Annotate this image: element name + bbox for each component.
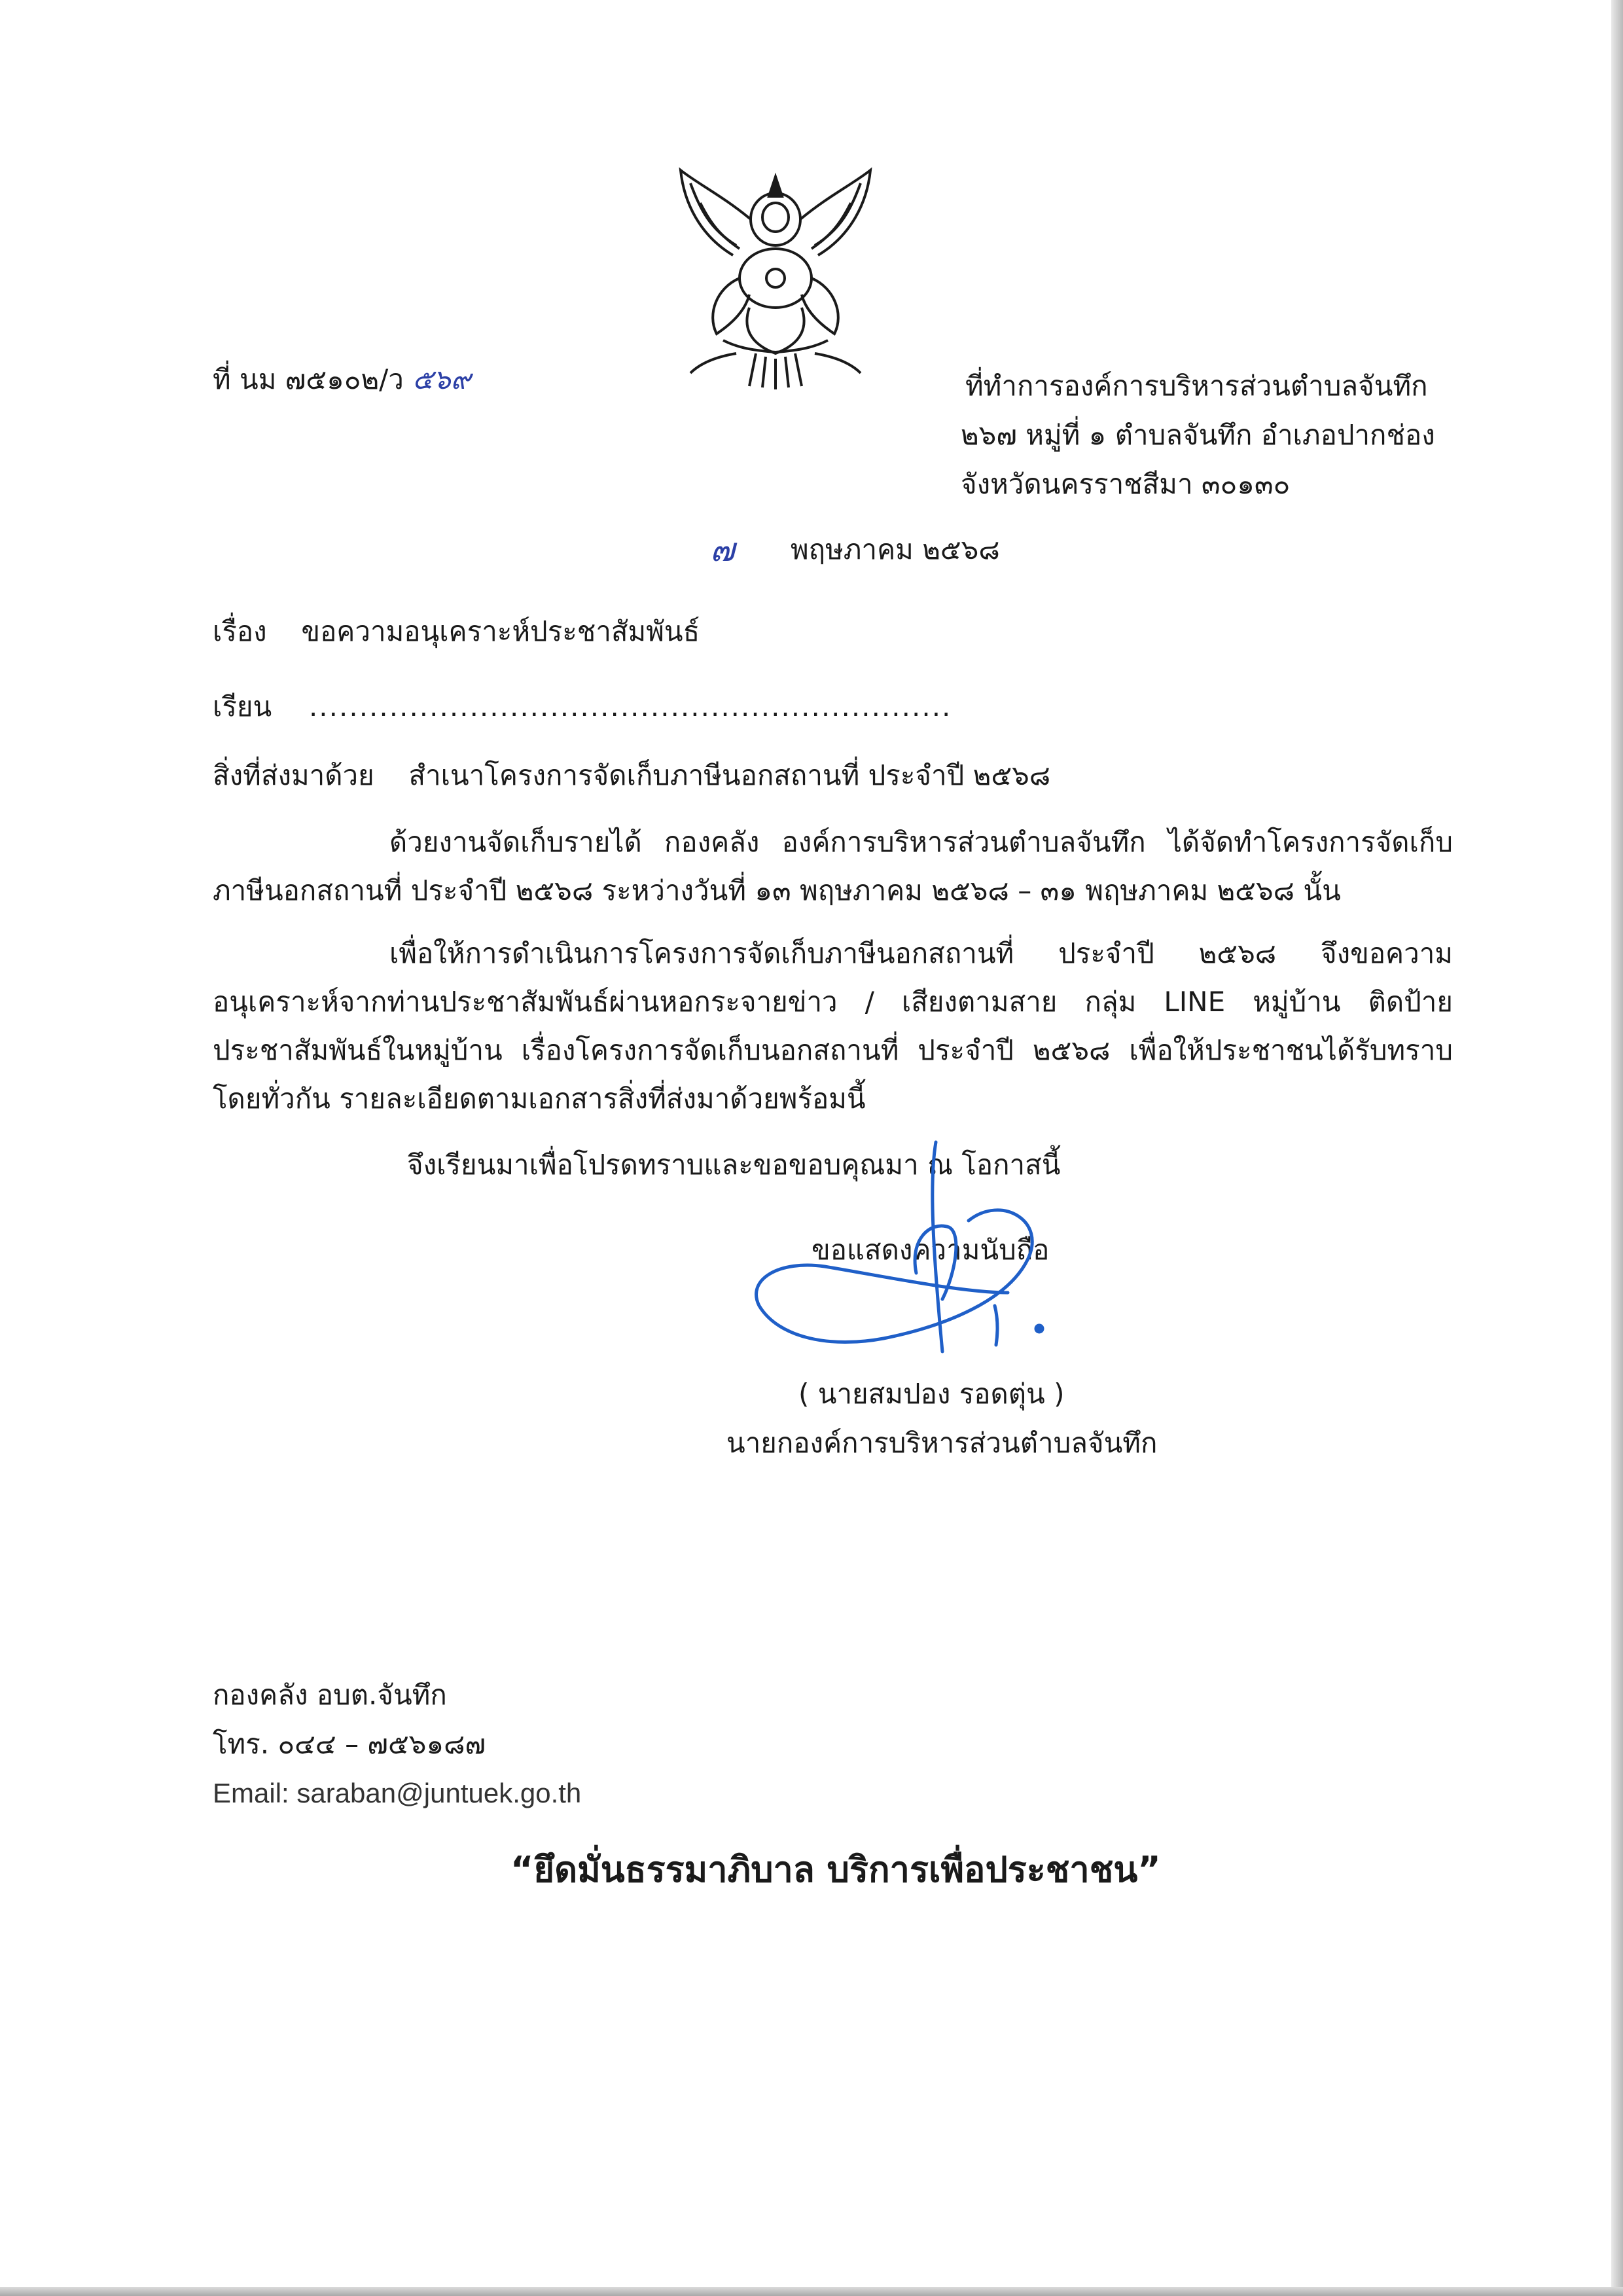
subject-line	[213, 615, 700, 648]
scan-bottom-shadow	[0, 2287, 1623, 2296]
office-address-line-1: ที่ทำการองค์การบริหารส่วนตำบลจันทึก	[965, 370, 1428, 402]
date-day-handwritten: ๗	[710, 531, 735, 569]
scan-edge-shadow	[1611, 0, 1623, 2296]
footer-department: กองคลัง อบต.จันทึก	[213, 1679, 447, 1711]
enclosure-line	[213, 759, 1050, 792]
footer-phone: โทร. ๐๔๔ – ๗๕๖๑๘๗	[213, 1728, 486, 1760]
closing-sentence: จึงเรียนมาเพื่อโปรดทราบและขอขอบคุณมา ณ โอกาสนี้	[407, 1149, 1061, 1181]
body-paragraph-1-text: ด้วยงานจัดเก็บรายได้ กองคลัง องค์การบริหารส่วนตำบลจันทึก ได้จัดทำโครงการจัดเก็บภาษีนอกสถานที่ ประจำปี ๒๕๖๘ ระหว่างวันที่ ๑๓ พฤษภาคม ๒๕๖๘ – ๓๑ พฤษภาคม ๒๕๖๘ นั้น	[213, 826, 1453, 906]
subject-label: เรื่อง	[213, 615, 267, 647]
footer-motto: “ยึดมั่นธรรมาภิบาล บริการเพื่อประชาชน”	[510, 1849, 1161, 1890]
salutation-line	[213, 691, 952, 723]
signatory-name: ( นายสมปอง รอดตุ่น )	[798, 1378, 1065, 1410]
recipient-blank: ................................................................	[308, 691, 952, 723]
enclosure-text: สำเนาโครงการจัดเก็บภาษีนอกสถานที่ ประจำปี ๒๕๖๘	[408, 759, 1051, 791]
office-address-line-3: จังหวัดนครราชสีมา ๓๐๑๓๐	[961, 468, 1291, 500]
signature-scribble	[753, 1142, 1054, 1365]
body-paragraph-2-text: เพื่อให้การดำเนินการโครงการจัดเก็บภาษีนอกสถานที่ ประจำปี ๒๕๖๘ จึงขอความอนุเคราะห์จากท่านประชาสัมพันธ์ผ่านหอกระจายข่าว / เสียงตามสาย กลุ่ม LINE หมู่บ้าน ติดป้ายประชาสัมพันธ์ในหมู่บ้าน เรื่องโครงการจัดเก็บนอกสถานที่ ประจำปี ๒๕๖๘ เพื่อให้ประชาชนได้รับทราบโดยทั่วกัน รายละเอียดตามเอกสารสิ่งที่ส่งมาด้วยพร้อมนี้	[213, 937, 1453, 1115]
date-month-year: พฤษภาคม ๒๕๖๘	[791, 533, 1000, 565]
document-number	[213, 363, 471, 396]
body-paragraph-1	[213, 818, 1453, 915]
garuda-emblem	[671, 157, 880, 393]
office-address-line-2: ๒๖๗ หมู่ที่ ๑ ตำบลจันทึก อำเภอปากช่อง	[961, 419, 1435, 451]
salutation-label: เรียน	[213, 691, 272, 723]
document-number-handwritten: ๕๖๙	[412, 363, 471, 395]
enclosure-label: สิ่งที่ส่งมาด้วย	[213, 759, 374, 791]
footer-email: Email: saraban@juntuek.go.th	[213, 1778, 582, 1808]
subject-text: ขอความอนุเคราะห์ประชาสัมพันธ์	[301, 615, 700, 647]
regards: ขอแสดงความนับถือ	[812, 1234, 1050, 1266]
body-paragraph-2	[213, 929, 1453, 1123]
signatory-position: นายกองค์การบริหารส่วนตำบลจันทึก	[726, 1427, 1158, 1459]
document-number-prefix: ที่ นม ๗๕๑๐๒/ว	[213, 363, 404, 395]
